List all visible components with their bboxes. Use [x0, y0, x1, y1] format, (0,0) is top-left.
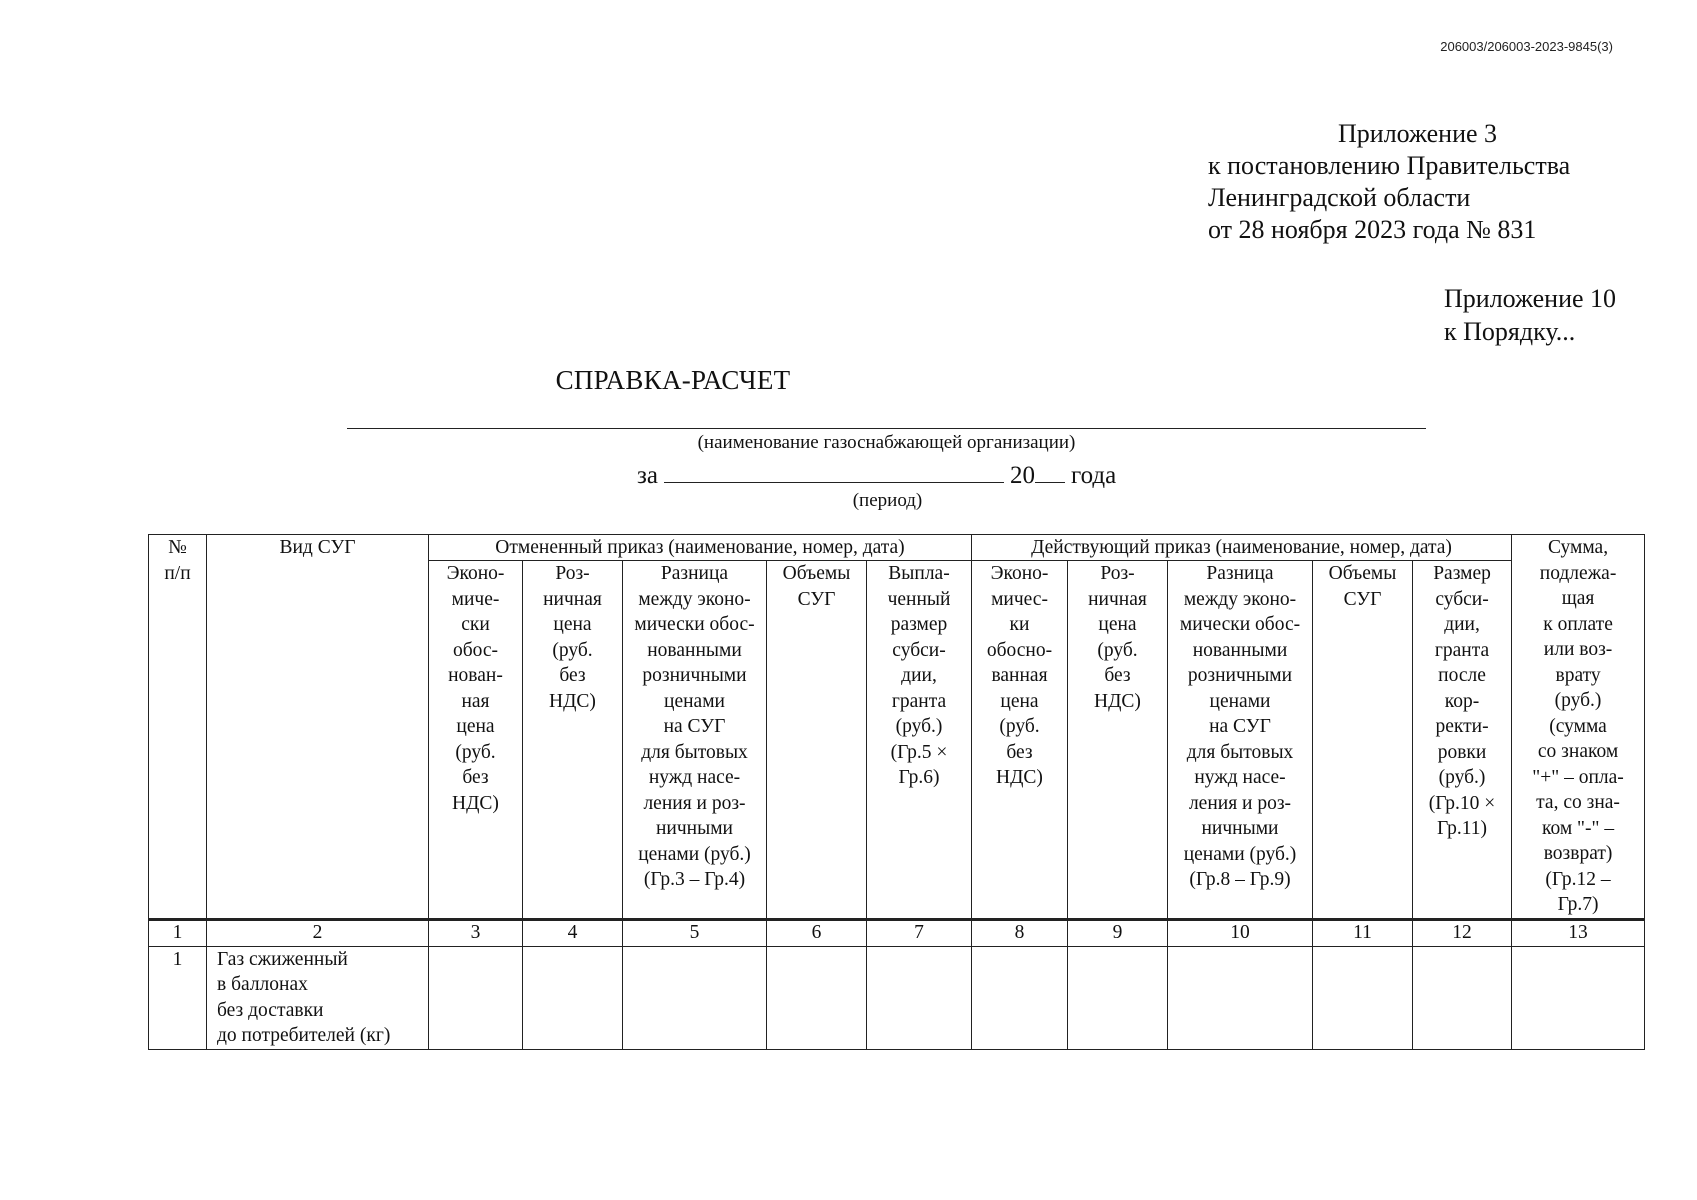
header-current-economic-price: Эконо- мичес- ки обосно- ванная цена (руб. без НДС) — [972, 561, 1068, 919]
column-number-row — [149, 919, 1645, 946]
header-cancelled-subsidy-paid: Выпла- ченный размер субси- дии, гранта (руб.) (Гр.5 × Гр.6) — [867, 561, 972, 919]
appendix-3-line-3: от 28 ноября 2023 года № 831 — [1208, 215, 1537, 244]
table-row — [149, 946, 1645, 1049]
table-cell — [623, 946, 767, 1049]
table-cell — [1068, 946, 1168, 1049]
table-cell — [767, 946, 867, 1049]
header-current-order: Действующий приказ (наименование, номер, дата) — [972, 535, 1512, 561]
table-cell — [523, 946, 623, 1049]
appendix-3-line-1: к постановлению Правительства — [1208, 151, 1571, 180]
table-cell — [429, 946, 523, 1049]
column-number: 5 — [623, 919, 767, 946]
appendix-3-line-2: Ленинградской области — [1208, 183, 1471, 212]
header-current-volume: Объемы СУГ — [1313, 561, 1413, 919]
period-row — [637, 456, 1116, 490]
year-prefix: 20 — [1009, 462, 1035, 489]
header-current-retail-price: Роз- ничная цена (руб. без НДС) — [1068, 561, 1168, 919]
header-current-subsidy-adjusted: Размер субси- дии, гранта после кор- ректи- ровки (руб.) (Гр.10 × Гр.11) — [1413, 561, 1512, 919]
period-caption-wrap — [0, 490, 1697, 512]
row-number: 1 — [149, 946, 207, 1049]
table-cell — [1413, 946, 1512, 1049]
table-cell — [867, 946, 972, 1049]
header-lpg-type: Вид СУГ — [207, 535, 429, 920]
header-current-price-difference: Разница между эконо- мически обос- нованными розничными ценами на СУГ для бытовых нужд насе- ления и роз- ничными ценами (руб.) (Гр.8 – Гр.9) — [1168, 561, 1313, 919]
header-cancelled-economic-price: Эконо- миче- ски обос- нован- ная цена (руб. без НДС) — [429, 561, 523, 919]
header-row-number: № п/п — [149, 535, 207, 920]
column-number: 13 — [1512, 919, 1645, 946]
header-sum-payable: Сумма, подлежа- щая к оплате или воз- врату (руб.) (сумма со знаком "+" – опла- та, со зна- ком "-" – возврат) (Гр.12 – Гр.7) — [1512, 535, 1645, 920]
calculation-table — [148, 534, 1645, 1050]
document-id: 206003/206003-2023-9845(3) — [1440, 39, 1613, 54]
column-number: 11 — [1313, 919, 1413, 946]
table-cell — [1168, 946, 1313, 1049]
organization-caption: (наименование газоснабжающей организации) — [697, 432, 1076, 453]
table-cell — [1512, 946, 1645, 1049]
header-cancelled-order: Отмененный приказ (наименование, номер, дата) — [429, 535, 972, 561]
period-suffix: года — [1070, 462, 1117, 489]
row-lpg-type: Газ сжиженный в баллонах без доставки до потребителей (кг) — [207, 946, 429, 1049]
column-number: 1 — [149, 919, 207, 946]
appendix-3-header — [1208, 118, 1570, 246]
period-blank — [664, 456, 1004, 483]
period-caption: (период) — [852, 490, 923, 511]
year-blank — [1035, 456, 1065, 483]
table-group-header-row — [149, 535, 1645, 561]
column-number: 12 — [1413, 919, 1512, 946]
column-number: 8 — [972, 919, 1068, 946]
header-cancelled-retail-price: Роз- ничная цена (руб. без НДС) — [523, 561, 623, 919]
column-number: 9 — [1068, 919, 1168, 946]
appendix-10-title: Приложение 10 — [1444, 284, 1617, 313]
header-cancelled-price-difference: Разница между эконо- мически обос- нованными розничными ценами на СУГ для бытовых нужд насе- ления и роз- ничными ценами (руб.) (Гр.3 – Гр.4) — [623, 561, 767, 919]
table-cell — [1313, 946, 1413, 1049]
header-cancelled-volume: Объемы СУГ — [767, 561, 867, 919]
column-number: 2 — [207, 919, 429, 946]
column-number: 6 — [767, 919, 867, 946]
column-number: 7 — [867, 919, 972, 946]
appendix-10-header — [1444, 282, 1616, 348]
period-prefix: за — [637, 462, 658, 489]
document-title: СПРАВКА-РАСЧЕТ — [555, 365, 791, 395]
table-cell — [972, 946, 1068, 1049]
column-number: 3 — [429, 919, 523, 946]
appendix-3-title: Приложение 3 — [1338, 119, 1498, 148]
column-number: 4 — [523, 919, 623, 946]
organization-name-line — [347, 428, 1426, 429]
appendix-10-line-1: к Порядку... — [1444, 317, 1576, 346]
column-number: 10 — [1168, 919, 1313, 946]
